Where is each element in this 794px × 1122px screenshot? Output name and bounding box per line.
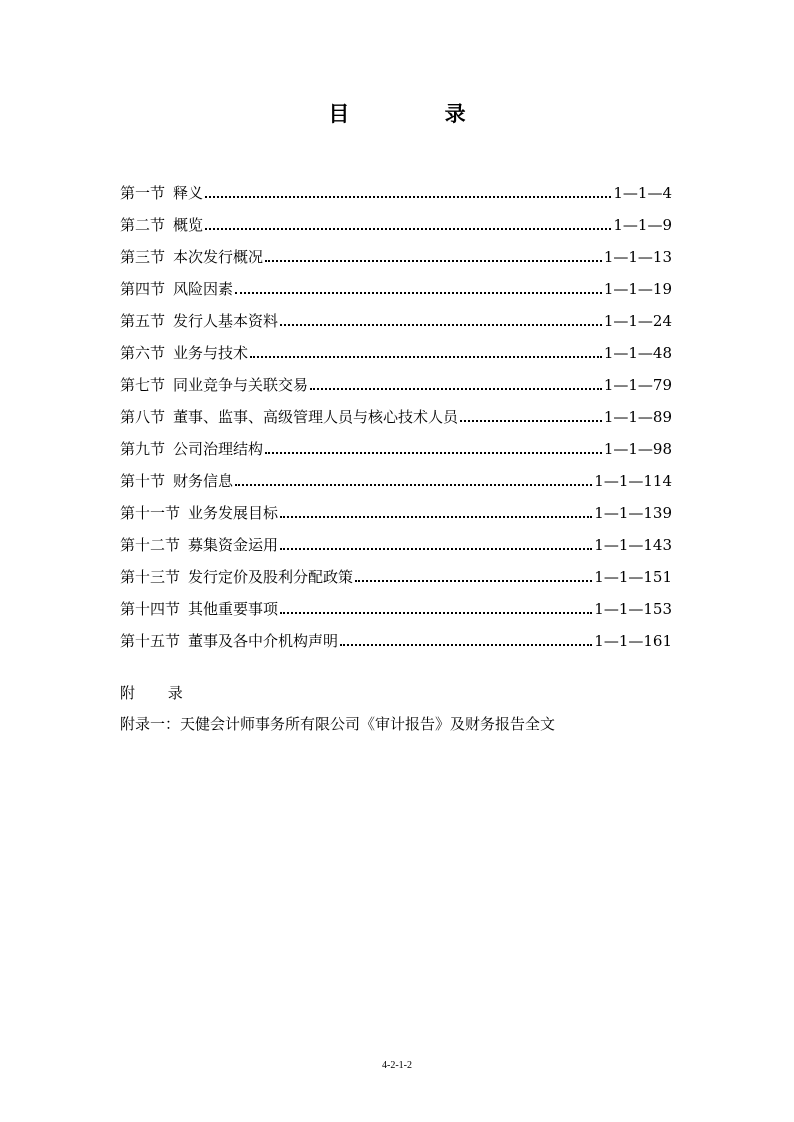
dot-leader [265,260,602,262]
toc-page: 1—1—4 [613,184,672,202]
toc-row[interactable] [120,588,672,620]
toc-row[interactable] [120,396,672,428]
dot-leader [250,356,602,358]
page-number: 4-2-1-2 [382,1060,412,1071]
dot-leader [355,580,592,582]
toc-row[interactable] [120,300,672,332]
table-of-contents [120,172,672,652]
toc-page: 1—1—98 [603,440,672,458]
toc-section: 第九节 [120,440,166,458]
toc-title: 董事、监事、高级管理人员与核心技术人员 [173,408,459,426]
toc-row[interactable] [120,332,672,364]
dot-leader [340,644,592,646]
toc-row[interactable] [120,204,672,236]
dot-leader [280,324,602,326]
toc-title: 董事及各中介机构声明 [188,632,339,650]
toc-page: 1—1—13 [603,248,672,266]
toc-row[interactable] [120,556,672,588]
toc-section: 第十三节 [120,568,181,586]
toc-row[interactable] [120,460,672,492]
dot-leader [460,420,602,422]
dot-leader [205,228,611,230]
toc-row[interactable] [120,492,672,524]
toc-section: 第十节 [120,472,166,490]
toc-page: 1—1—139 [594,504,672,522]
toc-page: 1—1—89 [603,408,672,426]
page-title: 目 录 [328,101,510,126]
dot-leader [235,484,592,486]
toc-title: 风险因素 [173,280,234,298]
toc-page: 1—1—161 [594,632,672,650]
dot-leader [265,452,602,454]
toc-title: 业务发展目标 [188,504,279,522]
toc-section: 第七节 [120,376,166,394]
toc-title: 发行定价及股利分配政策 [188,568,354,586]
toc-title: 业务与技术 [173,344,249,362]
toc-row[interactable] [120,268,672,300]
toc-section: 第十五节 [120,632,181,650]
toc-page: 1—1—114 [594,472,672,490]
toc-section: 第六节 [120,344,166,362]
toc-row[interactable] [120,428,672,460]
toc-title: 概览 [173,216,204,234]
dot-leader [310,388,602,390]
toc-page: 1—1—19 [603,280,672,298]
toc-title: 本次发行概况 [173,248,264,266]
toc-page: 1—1—9 [613,216,672,234]
toc-page: 1—1—151 [594,568,672,586]
toc-title: 财务信息 [173,472,234,490]
dot-leader [205,196,611,198]
toc-page: 1—1—24 [603,312,672,330]
toc-row[interactable] [120,236,672,268]
toc-section: 第五节 [120,312,166,330]
appendix-heading: 附 录 [120,684,197,702]
toc-title: 公司治理结构 [173,440,264,458]
toc-page: 1—1—48 [603,344,672,362]
toc-row[interactable] [120,620,672,652]
toc-page: 1—1—143 [594,536,672,554]
toc-title: 释义 [173,184,204,202]
toc-section: 第十二节 [120,536,181,554]
toc-page: 1—1—79 [603,376,672,394]
toc-row[interactable] [120,364,672,396]
toc-title: 其他重要事项 [188,600,279,618]
dot-leader [235,292,602,294]
toc-section: 第十四节 [120,600,181,618]
toc-row[interactable] [120,172,672,204]
toc-section: 第八节 [120,408,166,426]
toc-section: 第二节 [120,216,166,234]
appendix-item[interactable]: 附录一：天健会计师事务所有限公司《审计报告》及财务报告全文 [120,715,556,733]
toc-section: 第一节 [120,184,166,202]
toc-section: 第十一节 [120,504,181,522]
toc-row[interactable] [120,524,672,556]
toc-page: 1—1—153 [594,600,672,618]
toc-section: 第三节 [120,248,166,266]
toc-title: 同业竞争与关联交易 [173,376,309,394]
toc-title: 发行人基本资料 [173,312,279,330]
toc-section: 第四节 [120,280,166,298]
dot-leader [280,516,592,518]
toc-title: 募集资金运用 [188,536,279,554]
dot-leader [280,548,592,550]
dot-leader [280,612,592,614]
